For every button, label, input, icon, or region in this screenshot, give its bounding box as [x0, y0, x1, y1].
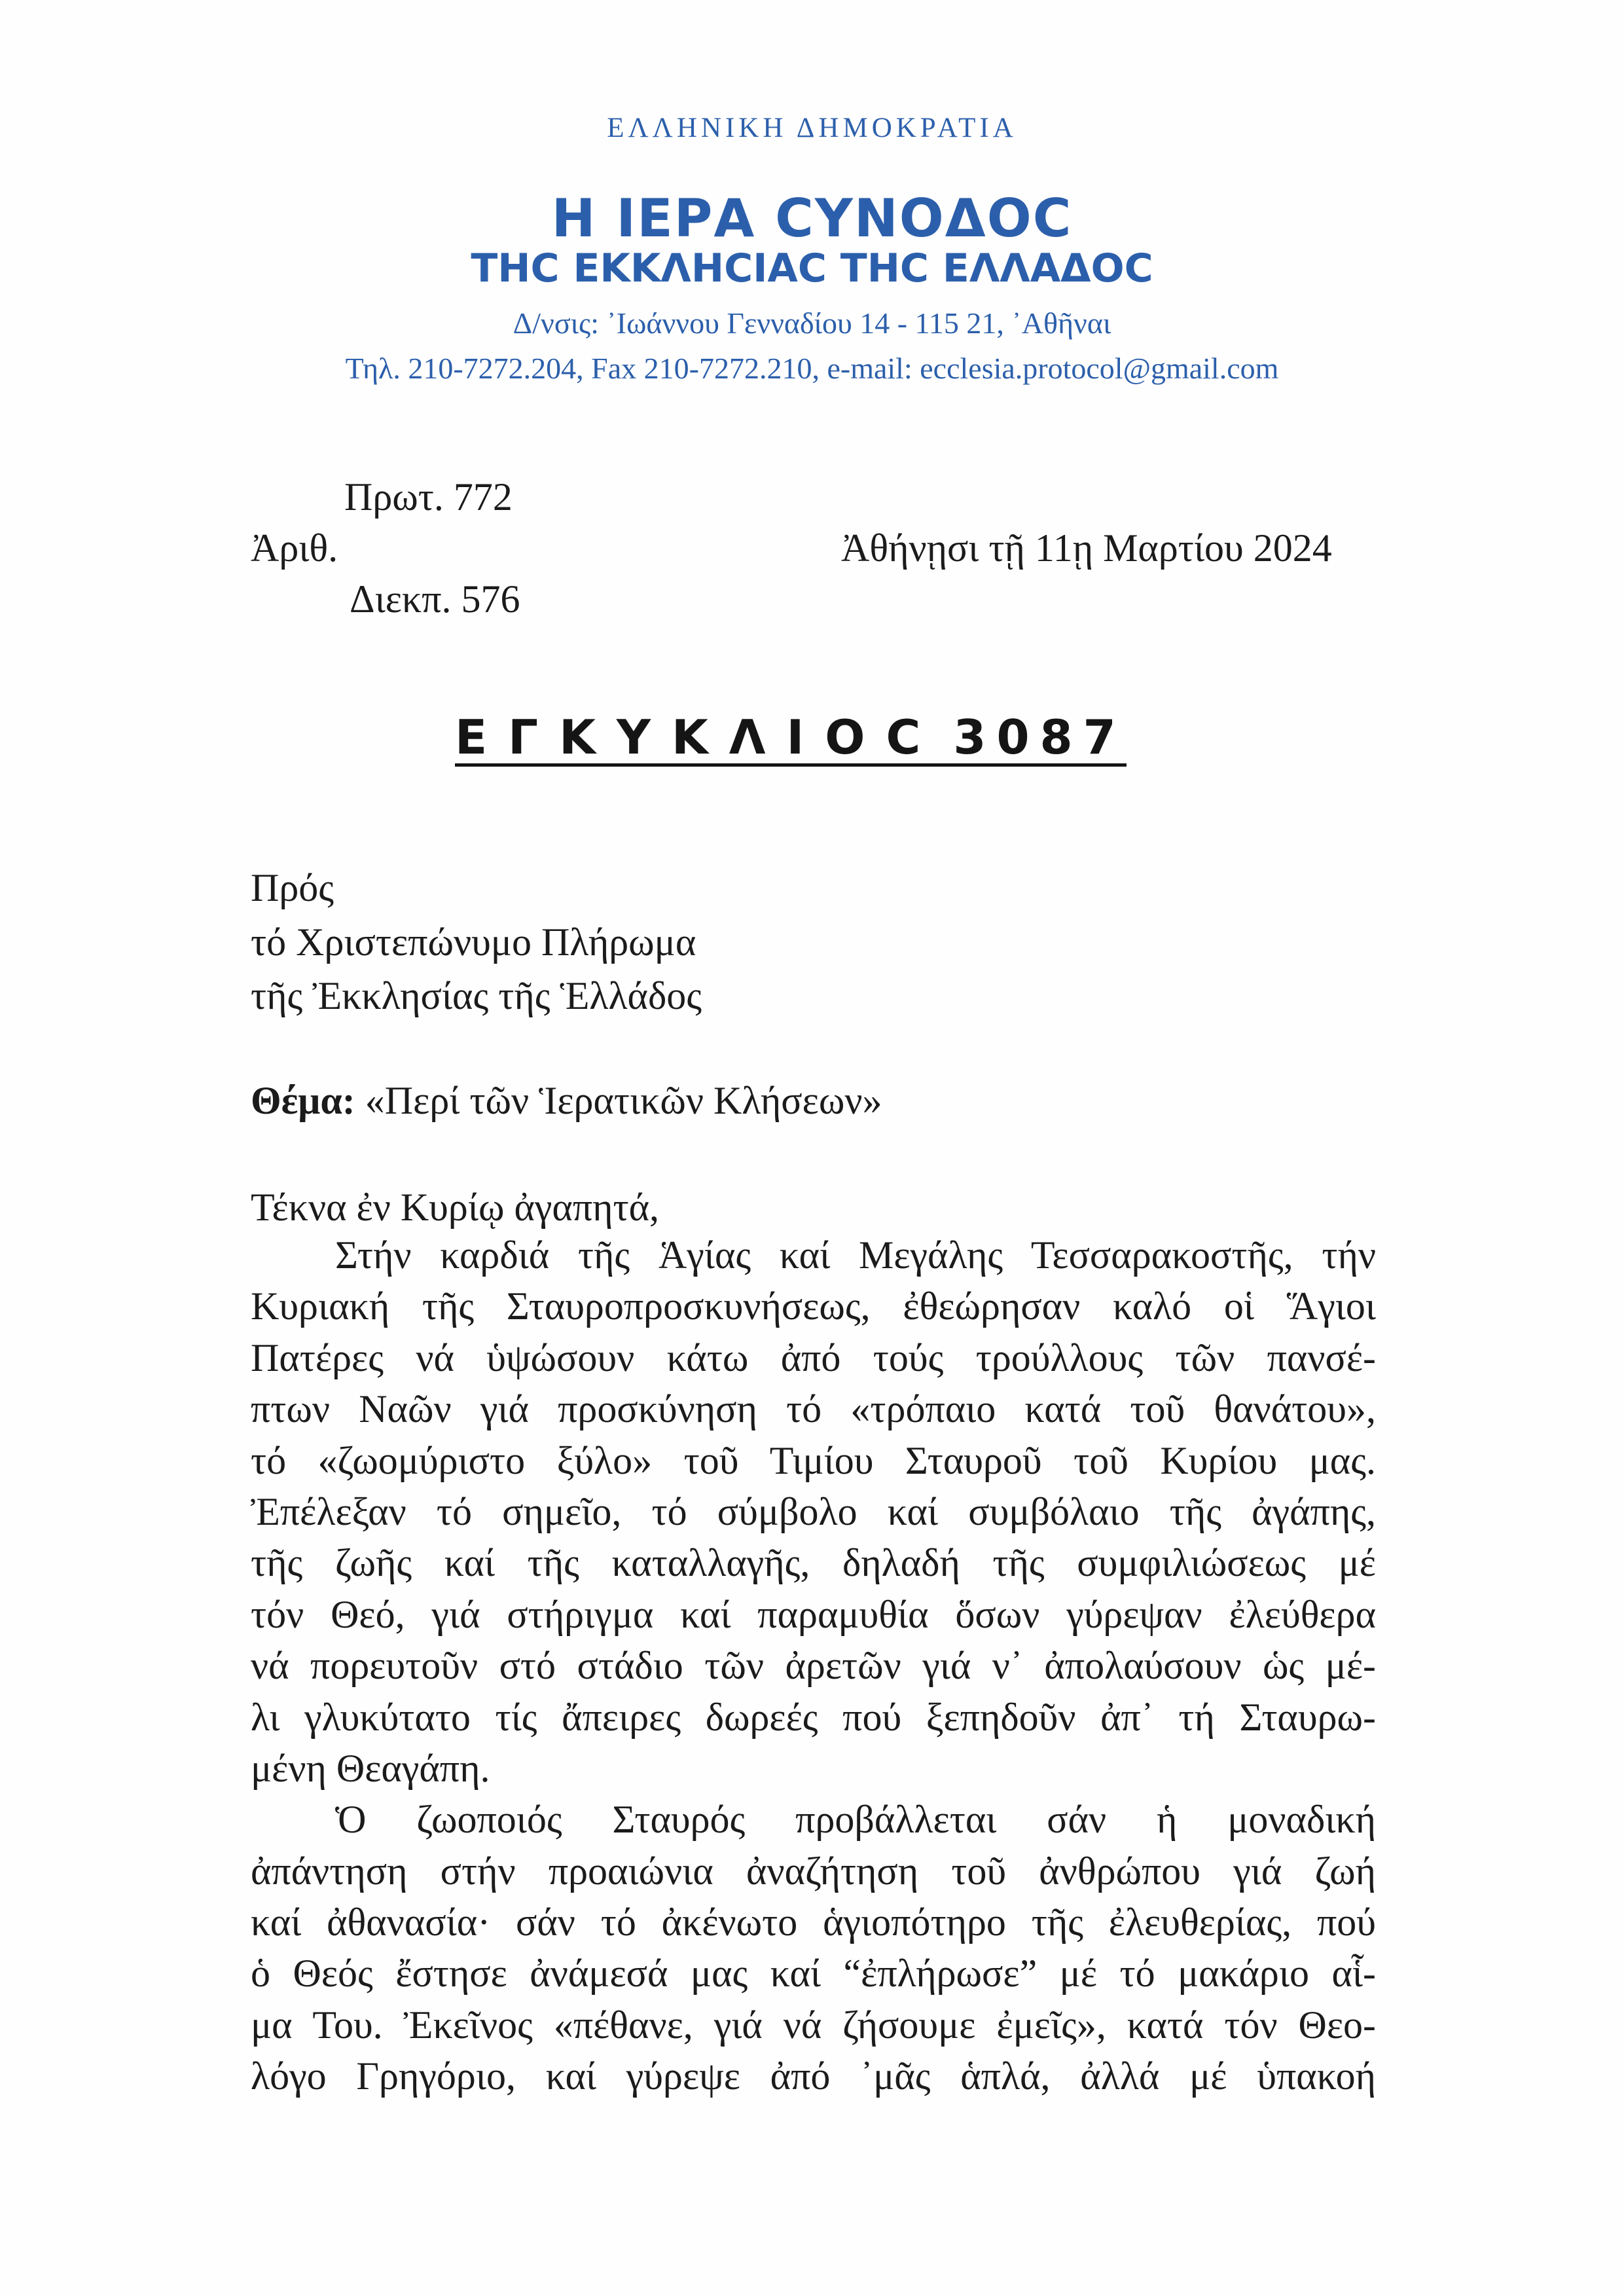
salutation: Τέκνα ἐν Κυρίῳ ἀγαπητά, [251, 1186, 660, 1229]
body-line: μα Του. Ἐκεῖνος «πέθανε, γιά νά ζήσουμε ἐμεῖς», κατά τόν Θεο- [251, 2003, 1376, 2047]
letterhead-contact: Τηλ. 210-7272.204, Fax 210-7272.210, e-mail: ecclesia.protocol@gmail.com [345, 352, 1279, 385]
subject-line [251, 1075, 882, 1126]
number-label: Ἀριθ. [251, 526, 338, 570]
circular-number: 3087 [953, 710, 1127, 765]
protocol-number: Πρωτ. 772 [344, 475, 513, 519]
body-line: τό «ζωομύριστο ξύλο» τοῦ Τιμίου Σταυροῦ τοῦ Κυρίου μας. [251, 1438, 1376, 1482]
body-line: λόγο Γρηγόριο, καί γύρεψε ἀπό ᾽μᾶς ἁπλά, ἀλλά μέ ὑπακοή [251, 2054, 1376, 2098]
recipient-label: Πρός [251, 866, 334, 909]
body-line: μένη Θεαγάπη. [251, 1746, 490, 1790]
body-line: ὁ Θεός ἔστησε ἀνάμεσά μας καί “ἐπλήρωσε” μέ τό μακάριο αἷ- [251, 1952, 1376, 1995]
subject-text: «Περί τῶν Ἱερατικῶν Κλήσεων» [365, 1079, 882, 1122]
recipient-line: τό Χριστεπώνυμο Πλήρωμα [251, 920, 696, 964]
dispatch-number: Διεκπ. 576 [350, 577, 520, 621]
body-line: Στήν καρδιά τῆς Ἁγίας καί Μεγάλης Τεσσαρακοστῆς, τήν [335, 1233, 1376, 1277]
body-text [251, 1230, 1376, 2102]
recipient-line: τῆς Ἐκκλησίας τῆς Ἑλλάδος [251, 974, 702, 1017]
body-line: τῆς ζωῆς καί τῆς καταλλαγῆς, δηλαδή τῆς συμφιλιώσεως μέ [251, 1541, 1376, 1585]
body-line: νά πορευτοῦν στό στάδιο τῶν ἀρετῶν γιά ν᾽ ἀπολαύσουν ὡς μέ- [251, 1644, 1376, 1688]
subject-label: Θέμα: [251, 1079, 355, 1122]
body-line: πτων Ναῶν γιά προσκύνηση τό «τρόπαιο κατά τοῦ θανάτου», [251, 1387, 1376, 1431]
body-line: τόν Θεό, γιά στήριγμα καί παραμυθία ὅσων γύρεψαν ἐλεύθερα [251, 1592, 1376, 1636]
body-line: Κυριακή τῆς Σταυροπροσκυνήσεως, ἐθεώρησαν καλό οἱ Ἅγιοι [251, 1285, 1376, 1328]
body-line: λι γλυκύτατο τίς ἄπειρες δωρεές πού ξεπηδοῦν ἀπ᾽ τή Σταυρω- [251, 1695, 1376, 1739]
circular-title-word: ΕΓΚΥΚΛΙΟϹ [455, 710, 942, 765]
body-line: Ἐπέλεξαν τό σημεῖο, τό σύμβολο καί συμβόλαιο τῆς ἀγάπης, [251, 1489, 1376, 1533]
letterhead-organization-subtitle: ΤΗϹ ΕΚΚΛΗϹΙΑϹ ΤΗϹ ΕΛΛΑΔΟϹ [471, 246, 1153, 291]
circular-title [455, 712, 1127, 767]
body-line: Ὁ ζωοποιός Σταυρός προβάλλεται σάν ἡ μοναδική [335, 1798, 1376, 1842]
letterhead-organization: Η ΙΕΡΑ ϹΥΝΟΔΟϹ [551, 188, 1073, 249]
letterhead-country: ΕΛΛΗΝΙΚΗ ΔΗΜΟΚΡΑΤΙΑ [607, 113, 1017, 143]
body-line: ἀπάντηση στήν προαιώνια ἀναζήτηση τοῦ ἀνθρώπου γιά ζωή [251, 1849, 1376, 1893]
body-line: καί ἀθανασία· σάν τό ἀκένωτο ἁγιοπότηρο τῆς ἐλευθερίας, πού [251, 1901, 1376, 1944]
document-date: Ἀθήνῃσι τῇ 11ῃ Μαρτίου 2024 [841, 526, 1332, 570]
letterhead-address: Δ/νσις: ᾿Ιωάννου Γενναδίου 14 - 115 21, ᾿Αθῆναι [513, 306, 1111, 340]
body-line: Πατέρες νά ὑψώσουν κάτω ἀπό τούς τρούλλους τῶν πανσέ- [251, 1336, 1376, 1379]
